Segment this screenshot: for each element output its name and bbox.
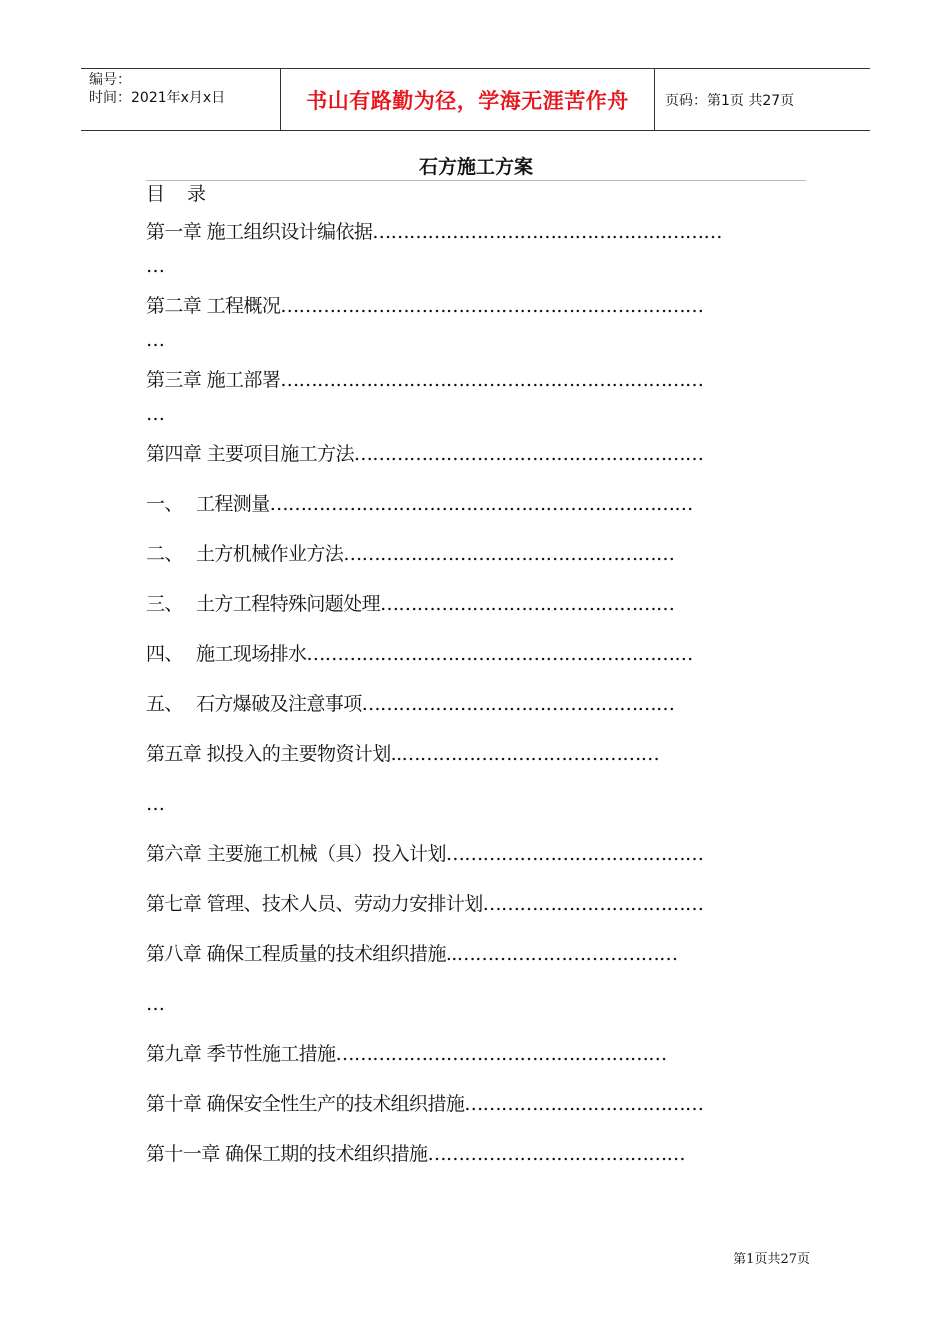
toc-item-ch1: 第一章 施工组织设计编依据………………………………………………… — [146, 221, 722, 243]
toc-item-s1 — [146, 492, 693, 516]
toc-item-s3-text: 土方工程特殊问题处理………………………………………… — [196, 593, 675, 615]
title-divider — [146, 180, 806, 181]
toc-item-ch3-cont: … — [146, 403, 165, 425]
toc-heading: 目 录 — [146, 183, 215, 205]
toc-item-ch7: 第七章 管理、技术人员、劳动力安排计划……………………………… — [146, 893, 704, 915]
toc-item-s2-number: 二、 — [146, 543, 183, 565]
toc-item-ch1-cont: … — [146, 255, 165, 277]
toc-item-ch2: 第二章 工程概况…………………………………………………………… — [146, 295, 704, 317]
toc-item-s3-number: 三、 — [146, 593, 183, 615]
toc-item-s5-text: 石方爆破及注意事项…………………………………………… — [196, 693, 675, 715]
page-info: 页码：第1页 共27页 — [665, 92, 795, 109]
toc-item-ch6: 第六章 主要施工机械（具）投入计划…………………………………… — [146, 843, 704, 865]
toc-item-s1-text: 工程测量…………………………………………………………… — [196, 493, 693, 515]
toc-item-ch11: 第十一章 确保工期的技术组织措施…………………………………… — [146, 1143, 686, 1165]
toc-item-ch8-cont: … — [146, 993, 165, 1015]
time-label: 时间：2021年x月x日 — [89, 90, 226, 106]
header-left-cell — [81, 69, 281, 130]
toc-item-s4-text: 施工现场排水……………………………………………………… — [196, 643, 693, 665]
toc-item-s1-number: 一、 — [146, 493, 183, 515]
toc-item-s4 — [146, 642, 693, 666]
header-table — [81, 68, 870, 131]
toc-item-s5 — [146, 692, 674, 716]
document-title: 石方施工方案 — [418, 156, 533, 178]
toc-item-ch3: 第三章 施工部署…………………………………………………………… — [146, 369, 704, 391]
toc-item-ch5-cont: … — [146, 793, 165, 815]
toc-item-s3 — [146, 592, 674, 616]
page-footer: 第1页共27页 — [733, 1252, 810, 1267]
toc-item-s5-number: 五、 — [146, 693, 183, 715]
serial-label: 编号： — [89, 72, 131, 88]
toc-item-ch9: 第九章 季节性施工措施……………………………………………… — [146, 1043, 667, 1065]
toc-item-ch2-cont: … — [146, 329, 165, 351]
toc-item-ch5: 第五章 拟投入的主要物资计划..…………………………………… — [146, 743, 660, 765]
toc-item-s4-number: 四、 — [146, 643, 183, 665]
toc-item-ch4: 第四章 主要项目施工方法………………………………………………… — [146, 443, 704, 465]
motto: 书山有路勤为径，学海无涯苦作舟 — [281, 69, 655, 130]
toc-item-s2 — [146, 542, 674, 566]
toc-item-ch10: 第十章 确保安全性生产的技术组织措施………………………………… — [146, 1093, 704, 1115]
toc-item-ch8: 第八章 确保工程质量的技术组织措施..……………………………… — [146, 943, 678, 965]
toc-item-s2-text: 土方机械作业方法……………………………………………… — [196, 543, 675, 565]
